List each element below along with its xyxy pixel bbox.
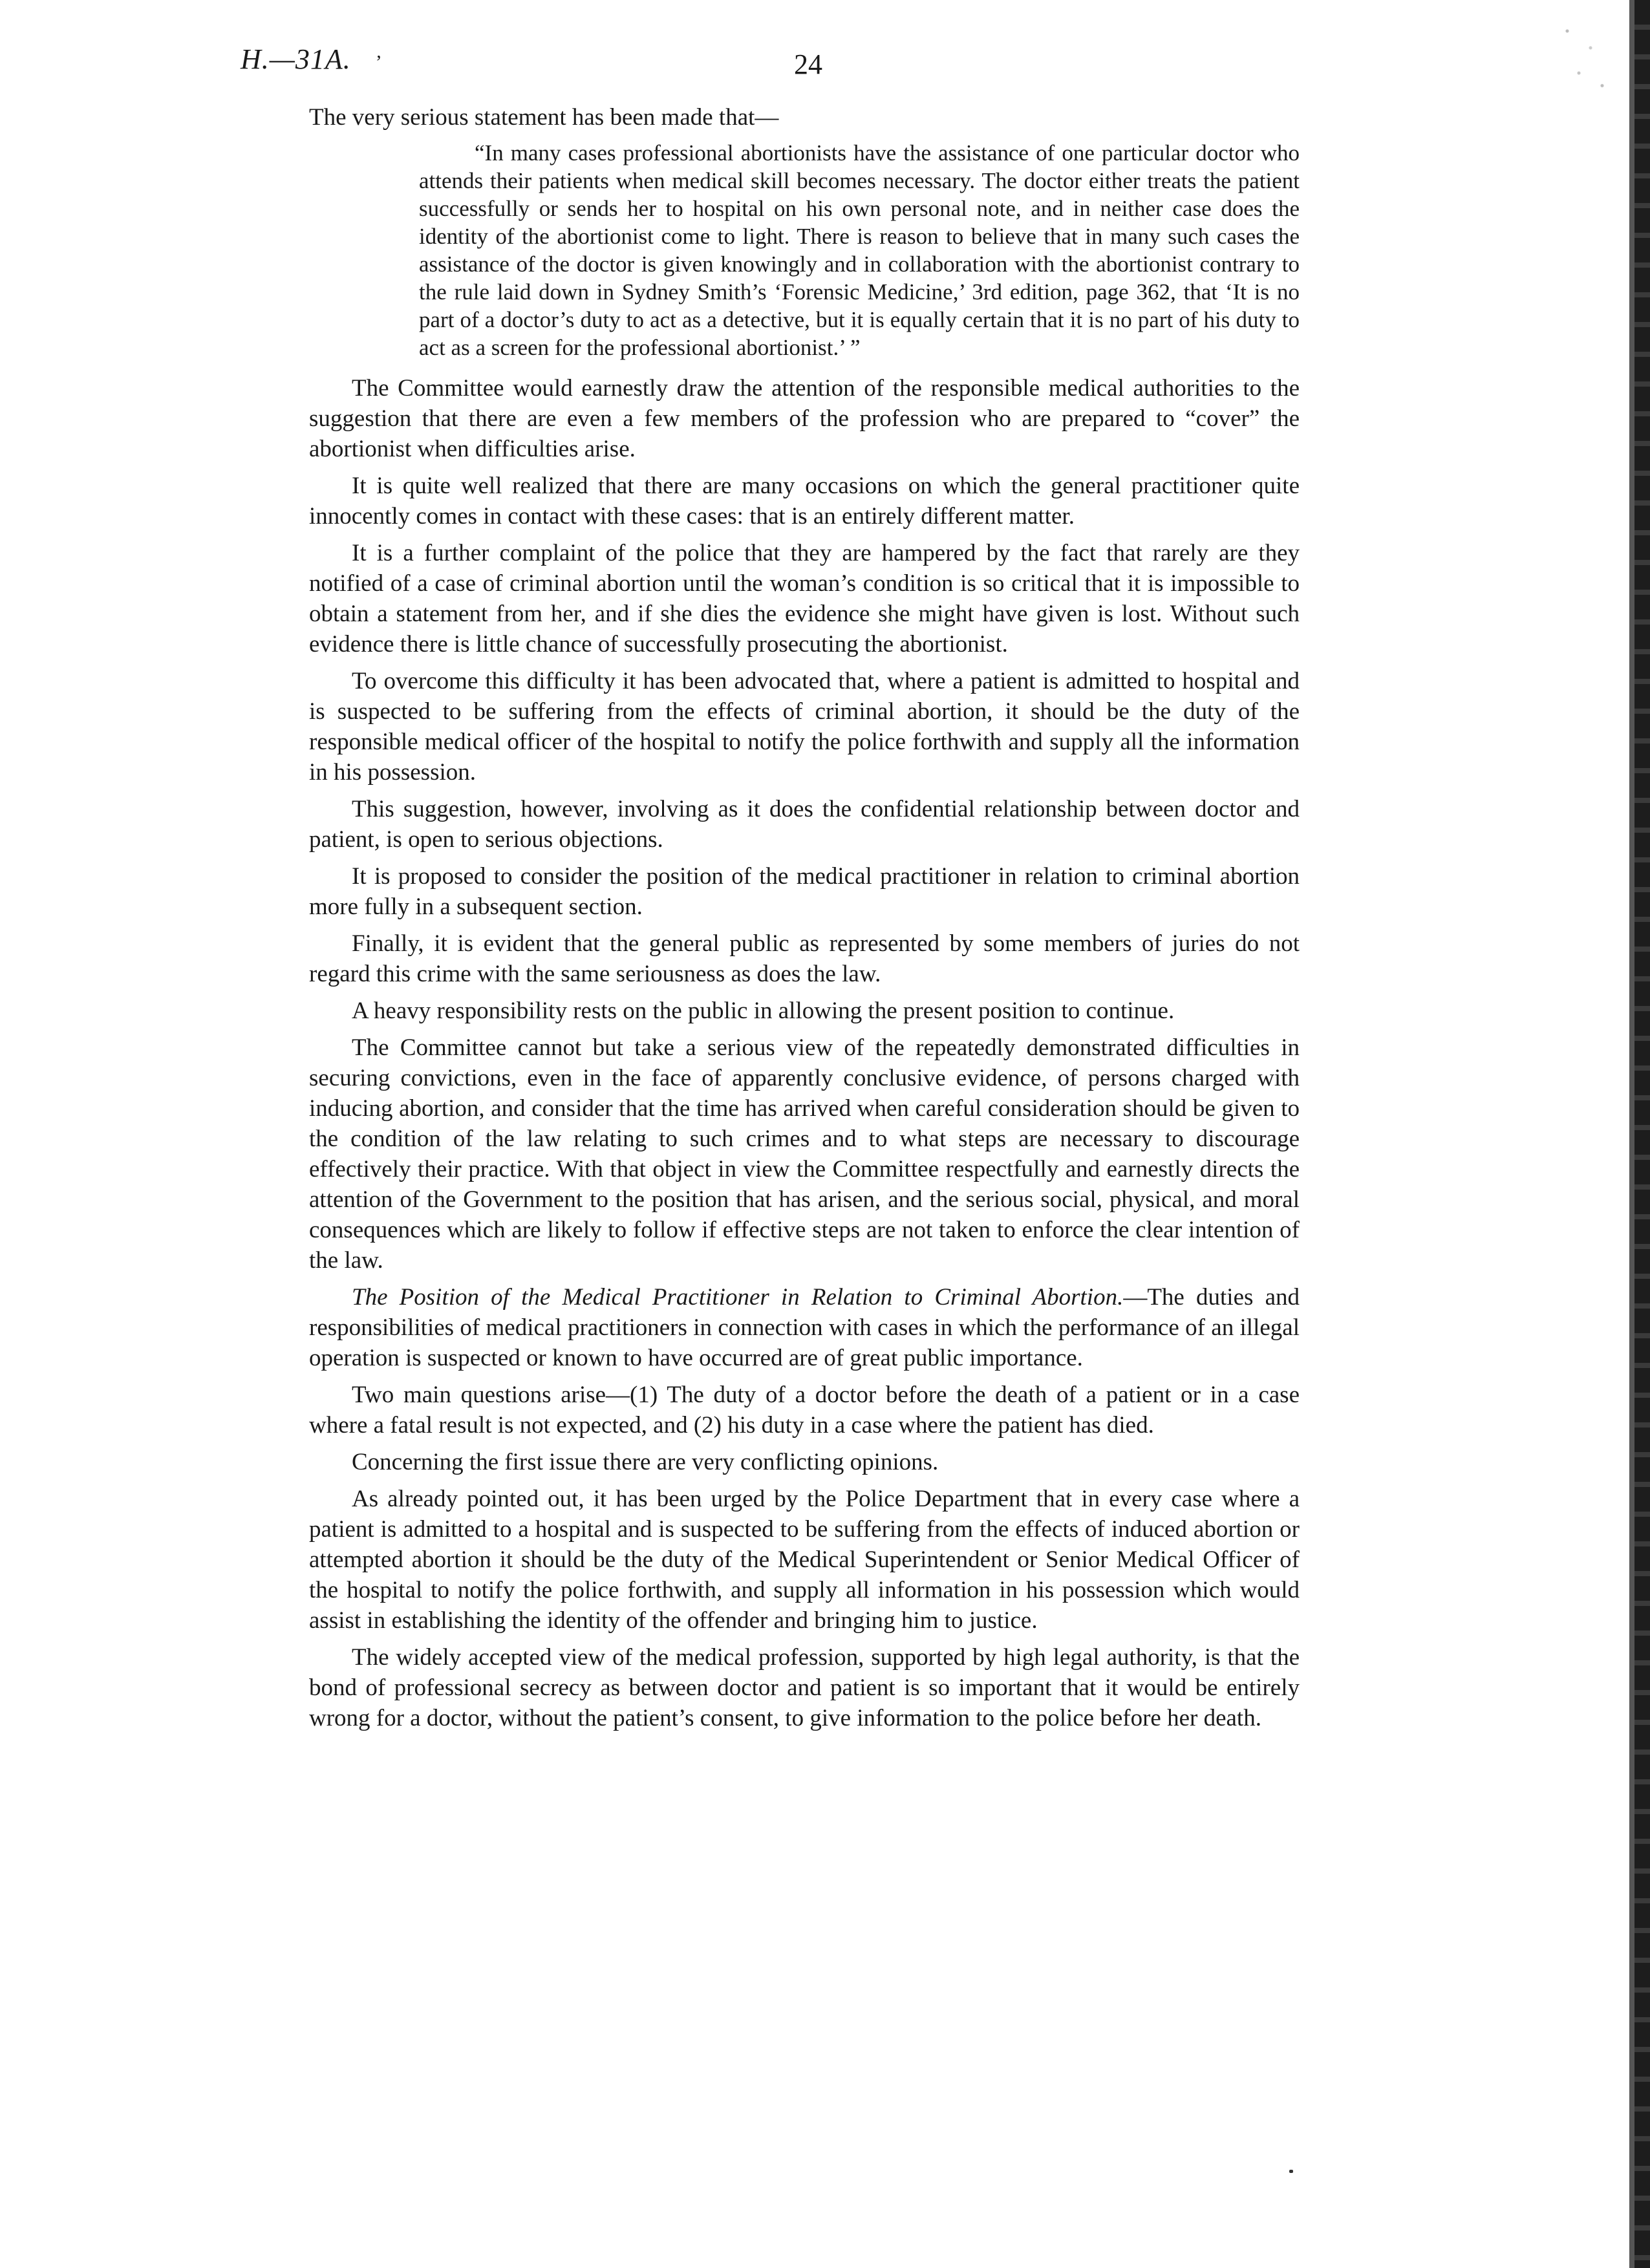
- document-body: [309, 102, 1300, 1740]
- paragraph: It is proposed to consider the position of the medical practitioner in relation to criminal abortion more fully in a subsequent section.: [309, 863, 1300, 920]
- paragraph: Two main questions arise—(1) The duty of a doctor before the death of a patient or in a case where a fatal result is not expected, and (2) his duty in a case where the patient has died.: [309, 1382, 1300, 1439]
- document-reference: [241, 43, 383, 76]
- document-reference-label: H.—31A.: [241, 43, 351, 75]
- paragraph: The Committee cannot but take a serious view of the repeatedly demonstrated difficulties in securing convictions, even in the face of apparently conclusive evidence, of persons charged with inducing abortion, and consider that the time has arrived when careful consideration should be given to the condition of the law relating to such crimes and to what steps are necessary to discourage effectively their practice. With that object in view the Committee respectfully and earnestly directs the attention of the Government to the position that has arisen, and the serious social, physical, and moral consequences which are likely to follow if effective steps are not taken to enforce the clear intention of the law.: [309, 1034, 1300, 1274]
- paragraph: Concerning the first issue there are very conflicting opinions.: [352, 1449, 939, 1475]
- paragraph-statement-intro: The very serious statement has been made that—: [309, 104, 779, 131]
- paragraph: This suggestion, however, involving as it does the confidential relationship between doctor and patient, is open to serious objections.: [309, 796, 1300, 853]
- paragraph: It is quite well realized that there are many occasions on which the general practitioner quite innocently comes in contact with these cases: that is an entirely different matter.: [309, 473, 1300, 530]
- block-quote: “In many cases professional abortionists have the assistance of one particular doctor who attends their patients when medical skill becomes necessary. The doctor either treats the patient successfully or sends her to hospital on his own personal note, and in neither case does the identity of the abortionist come to light. There is reason to believe that in many such cases the assistance of the doctor is given knowingly and in collaboration with the abortionist contrary to the rule laid down in Sydney Smith’s ‘Forensic Medicine,’ 3rd edition, page 362, that ‘It is no part of a doctor’s duty to act as a detective, but it is equally certain that it is no part of his duty to act as a screen for the professional abortionist.’ ”: [419, 140, 1300, 360]
- scan-speckle: [1556, 14, 1614, 98]
- section-paragraph-text: —The duties and responsibilities of medical practitioners in connection with cases in which the performance of an illegal operation is suspected or known to have occurred are of great public importance.: [309, 1284, 1300, 1371]
- paragraph: The Committee would earnestly draw the attention of the responsible medical authorities to the suggestion that there are even a few members of the profession who are prepared to “cover” the abortionist when difficulties arise.: [309, 375, 1300, 462]
- page-number: 24: [794, 48, 822, 80]
- paragraph: A heavy responsibility rests on the public in allowing the present position to continue.: [352, 998, 1175, 1024]
- paragraph: It is a further complaint of the police that they are hampered by the fact that rarely are they notified of a case of criminal abortion until the woman’s condition is so critical that it is impossible to obtain a statement from her, and if she dies the evidence she might have given is lost. Without such evidence there is little chance of successfully prosecuting the abortionist.: [309, 540, 1300, 658]
- paragraph: Finally, it is evident that the general public as represented by some members of juries do not regard this crime with the same seriousness as does the law.: [309, 930, 1300, 987]
- stray-mark: ʼ: [375, 52, 383, 73]
- section-paragraph: [309, 1282, 1300, 1373]
- paragraph: As already pointed out, it has been urged by the Police Department that in every case where a patient is admitted to a hospital and is suspected to be suffering from the effects of induced abortion or attempted abortion it should be the duty of the Medical Superintendent or Senior Medical Officer of the hospital to notify the police forthwith, and supply all information in his possession which would assist in establishing the identity of the offender and bringing him to justice.: [309, 1486, 1300, 1634]
- scan-dot: [1289, 2170, 1293, 2173]
- scan-edge: [1633, 0, 1650, 2268]
- paragraph: The widely accepted view of the medical profession, supported by high legal authority, is that the bond of professional secrecy as between doctor and patient is so important that it would be entirely wrong for a doctor, without the patient’s consent, to give information to the police before her death.: [309, 1644, 1300, 1731]
- section-heading: The Position of the Medical Practitioner in Relation to Criminal Abortion.: [352, 1284, 1124, 1311]
- paragraph: To overcome this difficulty it has been advocated that, where a patient is admitted to hospital and is suspected to be suffering from the effects of criminal abortion, it should be the duty of the responsible medical officer of the hospital to notify the police forthwith and supply all the information in his possession.: [309, 668, 1300, 786]
